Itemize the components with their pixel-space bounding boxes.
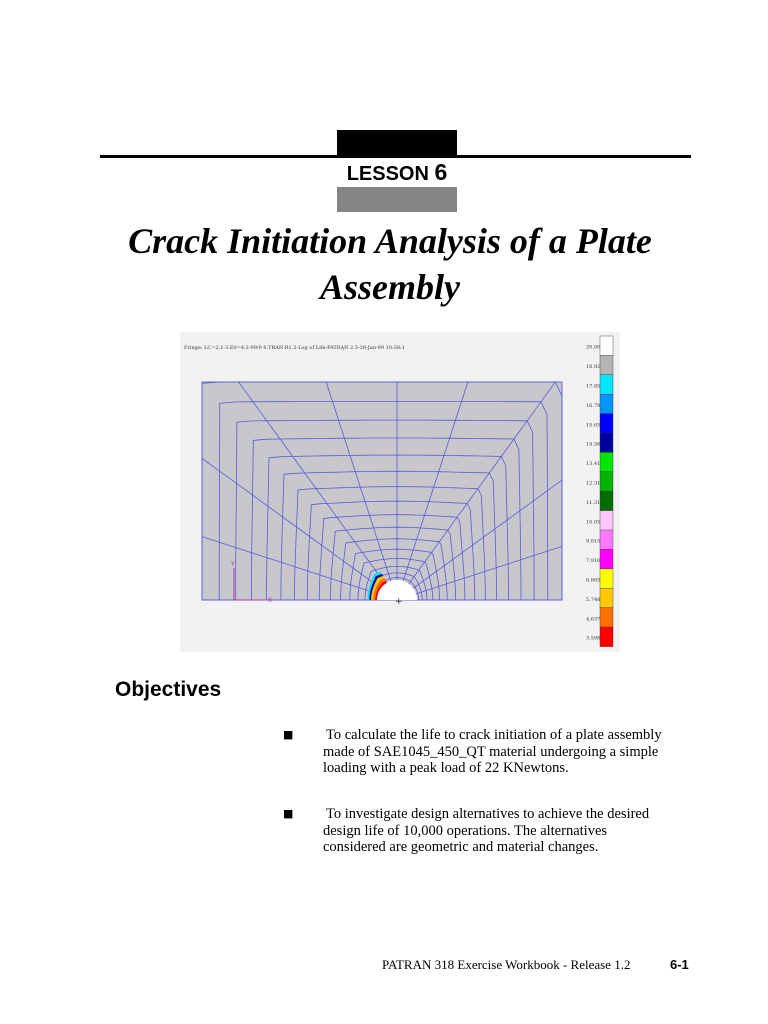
legend-swatch — [600, 530, 613, 550]
legend-swatch — [600, 491, 613, 511]
legend-label: 20.00 — [586, 344, 601, 351]
legend-swatch — [600, 375, 613, 395]
footer-workbook-title: PATRAN 318 Exercise Workbook - Release 1.2 — [382, 957, 631, 972]
legend-swatch — [600, 433, 613, 453]
lesson-top-bar — [337, 130, 457, 157]
legend-label: 3.598 — [586, 635, 601, 642]
legend-swatch — [600, 452, 613, 472]
legend-swatch — [600, 336, 613, 356]
legend-swatch — [600, 511, 613, 531]
legend-label: 4.637 — [586, 616, 601, 623]
triad-x-label: X — [268, 597, 273, 604]
legend-swatch — [600, 394, 613, 414]
legend-swatch — [600, 569, 613, 589]
legend-label: 9.815 — [586, 538, 601, 545]
legend-label: 12.31 — [586, 480, 601, 487]
lesson-bottom-bar — [337, 187, 457, 212]
legend-swatch — [600, 608, 613, 628]
fringe-plot-figure — [180, 332, 620, 652]
footer-page-number: 6-1 — [670, 957, 689, 972]
lesson-word: LESSON — [346, 163, 429, 185]
triad-y-label: Y — [231, 561, 235, 568]
legend-swatch — [600, 355, 613, 375]
objective-text: To investigate design alternatives to achieve the desired design life of 10,000 operations. The alternatives considered are geometric and material changes. — [323, 806, 650, 855]
lesson-label — [337, 158, 457, 188]
plate-mesh — [202, 382, 562, 607]
objective-item — [283, 727, 663, 777]
legend-swatch — [600, 588, 613, 608]
legend-label: 11.31 — [586, 499, 601, 506]
objective-item — [283, 806, 663, 856]
legend-label: 15.65 — [586, 422, 601, 429]
legend-label: 13.41 — [586, 461, 601, 468]
objective-text: To calculate the life to crack initiation of a plate assembly made of SAE1045_450_QT material undergoing a simple loading with a peak load of 22 KNewtons. — [323, 727, 662, 776]
legend-label: 18.92 — [586, 364, 601, 371]
bullet-square-icon: ■ — [283, 728, 294, 741]
legend-swatch — [600, 627, 613, 647]
legend-swatch — [600, 549, 613, 569]
legend-swatch — [600, 472, 613, 492]
legend-label: 6.805 — [586, 577, 601, 584]
legend-label: 16.79 — [586, 402, 601, 409]
page-title: Crack Initiation Analysis of a Plate Assembly — [128, 221, 652, 307]
legend-label: 5.748 — [586, 596, 601, 603]
legend-label: 10.05 — [586, 519, 601, 526]
bullet-square-icon: ■ — [283, 807, 294, 820]
legend-swatch — [600, 414, 613, 434]
objectives-heading: Objectives — [115, 678, 222, 701]
legend-label: 7.916 — [586, 558, 601, 565]
lesson-number: 6 — [434, 159, 448, 185]
figure-header-text: Fringe: LC=2.1-3.E0=4.2-99/9 6.TRAN R1.2-Log of Life-PATRAN 2.5-28-Jan-99 10:38:1 — [184, 345, 405, 351]
legend-label: 14.56 — [586, 441, 601, 448]
hole-center-mark: + — [395, 597, 403, 607]
legend-label: 17.85 — [586, 383, 601, 390]
